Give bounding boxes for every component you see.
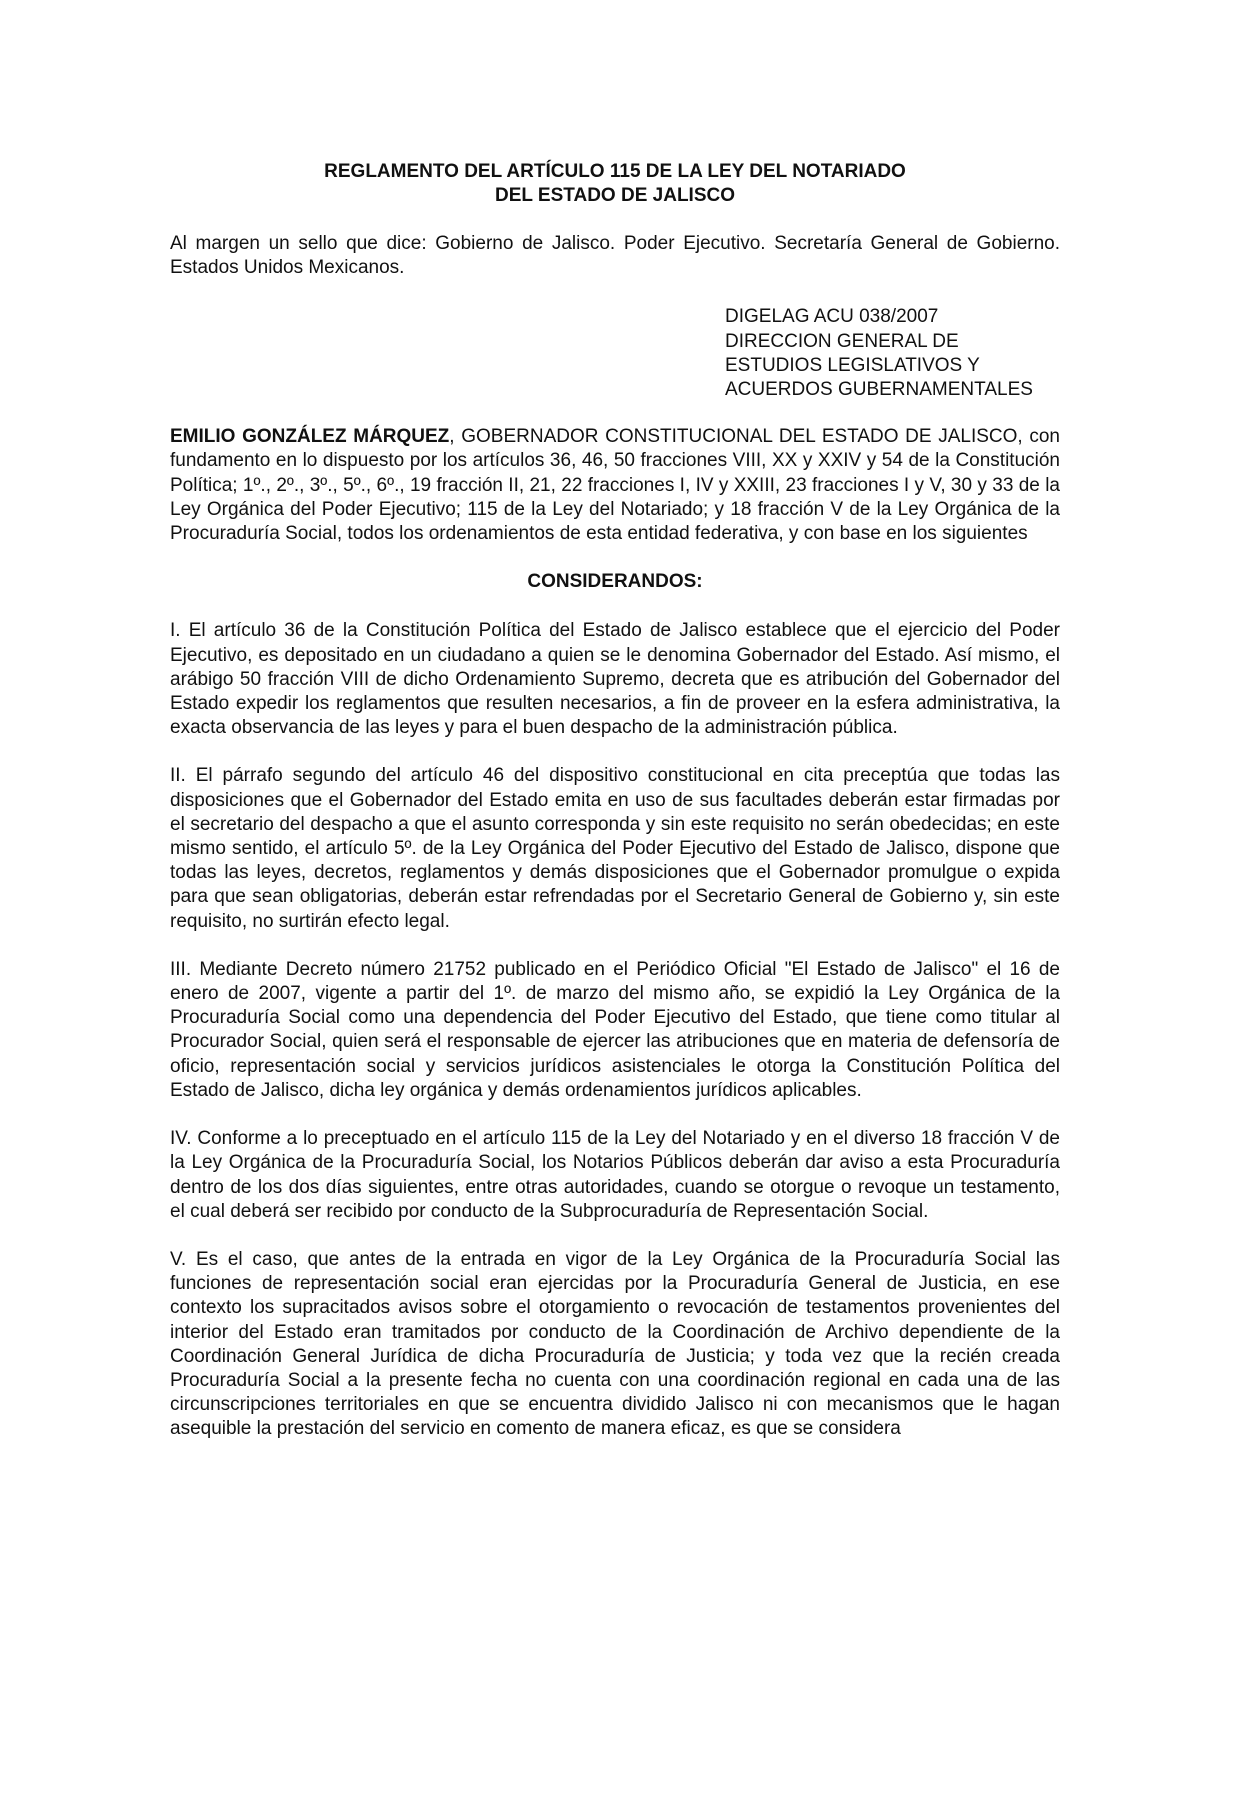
considerando-paragraph-1: I. El artículo 36 de la Constitución Política del Estado de Jalisco establece que el ejercicio del Poder Ejecutivo, es depositado en un ciudadano a quien se le denomina Gobernador del Estado. Así mismo, el arábigo 50 fracción VIII de dicho Ordenamiento Supremo, decreta que es atribución del Gobernador del Estado expedir los reglamentos que resulten necesarios, a fin de proveer en la esfera administrativa, la exacta observancia de las leyes y para el buen despacho de la administración pública.: [170, 620, 1060, 739]
reference-line-2: DIRECCION GENERAL DE: [725, 330, 959, 352]
document-page: [170, 160, 1060, 1466]
title-line-2: DEL ESTADO DE JALISCO: [495, 185, 735, 206]
title-line-1: REGLAMENTO DEL ARTÍCULO 115 DE LA LEY DEL NOTARIADO: [324, 161, 906, 182]
reference-line-3: ESTUDIOS LEGISLATIVOS Y: [725, 354, 980, 376]
considerando-paragraph-2: II. El párrafo segundo del artículo 46 del dispositivo constitucional en cita preceptúa que todas las disposiciones que el Gobernador del Estado emita en uso de sus facultades deberán estar firmadas por el secretario del despacho a que el asunto corresponda y sin este requisito no serán obedecidas; en este mismo sentido, el artículo 5º. de la Ley Orgánica del Poder Ejecutivo del Estado de Jalisco, dispone que todas las leyes, decretos, reglamentos y demás disposiciones que el Gobernador promulgue o expida para que sean obligatorias, deberán estar refrendadas por el Secretario General de Gobierno y, sin este requisito, no surtirán efecto legal.: [170, 765, 1060, 932]
document-title: [170, 160, 1060, 208]
considerandos-heading: CONSIDERANDOS:: [527, 571, 703, 593]
considerando-paragraph-4: IV. Conforme a lo preceptuado en el artículo 115 de la Ley del Notariado y en el diverso 18 fracción V de la Ley Orgánica de la Procuraduría Social, los Notarios Públicos deberán dar aviso a esta Procuraduría dentro de los dos días siguientes, entre otras autoridades, cuando se otorgue o revoque un testamento, el cual deberá ser recibido por conducto de la Subprocuraduría de Representación Social.: [170, 1128, 1060, 1222]
reference-block: [725, 305, 1060, 402]
preamble-text: , GOBERNADOR CONSTITUCIONAL DEL ESTADO DE JALISCO, con fundamento en lo dispuesto por los artículos 36, 46, 50 fracciones VIII, XX y XXIV y 54 de la Constitución Política; 1º., 2º., 3º., 5º., 6º., 19 fracción II, 21, 22 fracciones I, IV y XXIII, 23 fracciones I y V, 30 y 33 de la Ley Orgánica del Poder Ejecutivo; 115 de la Ley del Notariado; y 18 fracción V de la Ley Orgánica de la Procuraduría Social, todos los ordenamientos de esta entidad federativa, y con base en los siguientes: [170, 426, 1060, 545]
governor-name: EMILIO GONZÁLEZ MÁRQUEZ: [170, 426, 450, 448]
considerando-paragraph-5: V. Es el caso, que antes de la entrada en vigor de la Ley Orgánica de la Procuraduría Social las funciones de representación social eran ejercidas por la Procuraduría General de Justicia, en ese contexto los supracitados avisos sobre el otorgamiento o revocación de testamentos provenientes del interior del Estado eran tramitados por conducto de la Coordinación de Archivo dependiente de la Coordinación General Jurídica de dicha Procuraduría de Justicia; y toda vez que la recién creada Procuraduría Social a la presente fecha no cuenta con una coordinación regional en cada una de las circunscripciones territoriales en que se encuentra dividido Jalisco ni con mecanismos que le hagan asequible la prestación del servicio en comento de manera eficaz, es que se considera: [170, 1248, 1060, 1440]
considerando-paragraph-3: III. Mediante Decreto número 21752 publicado en el Periódico Oficial "El Estado de Jalisco" el 16 de enero de 2007, vigente a partir del 1º. de marzo del mismo año, se expidió la Ley Orgánica de la Procuraduría Social como una dependencia del Poder Ejecutivo del Estado, que tiene como titular al Procurador Social, quien será el responsable de ejercer las atribuciones que en materia de defensoría de oficio, representación social y servicios jurídicos asistenciales le otorga la Constitución Política del Estado de Jalisco, dicha ley orgánica y demás ordenamientos jurídicos aplicables.: [170, 958, 1060, 1101]
reference-line-1: DIGELAG ACU 038/2007: [725, 306, 939, 328]
preamble-paragraph: [170, 425, 1060, 546]
reference-line-4: ACUERDOS GUBERNAMENTALES: [725, 379, 1033, 401]
sello-paragraph: Al margen un sello que dice: Gobierno de Jalisco. Poder Ejecutivo. Secretaría General de Gobierno. Estados Unidos Mexicanos.: [170, 233, 1060, 279]
